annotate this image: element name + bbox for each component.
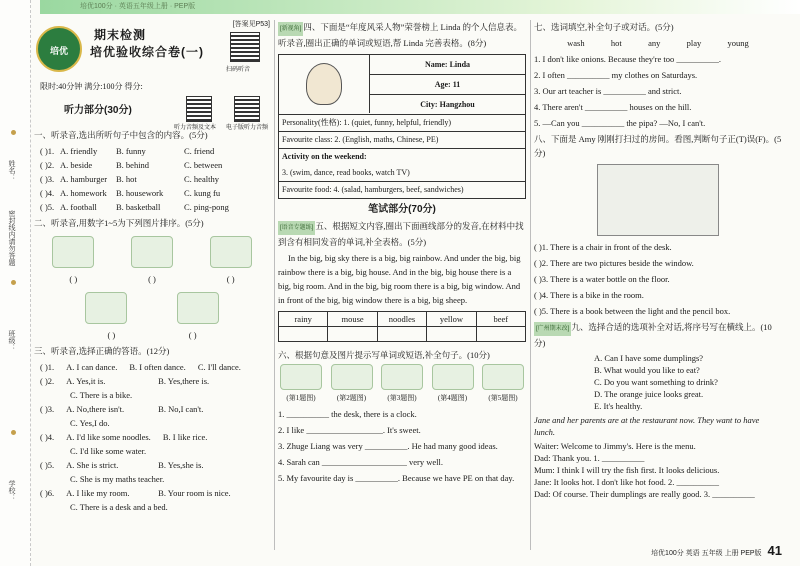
exam-header bbox=[34, 18, 270, 78]
hint-picture: (第2题图) bbox=[329, 364, 375, 405]
zhuge-liang-icon bbox=[381, 364, 423, 390]
question-6-title: 六、根据句意及图片提示写单词或短语,补全句子。(10分) bbox=[278, 350, 490, 360]
profile-name: Name: Linda bbox=[370, 55, 525, 75]
hint-picture: (第1题图) bbox=[278, 364, 324, 405]
option-row: ( )5. A. football B. basketball C. ping-pong bbox=[40, 202, 229, 212]
dialog-intro: Jane and her parents are at the restaurant now. They want to have lunch. bbox=[534, 415, 760, 437]
fill-item[interactable]: 4. There aren't __________ houses on the hill. bbox=[534, 102, 692, 112]
binding-hole bbox=[11, 280, 16, 285]
question-7-title: 七、选词填空,补全句子或对话。(5分) bbox=[534, 22, 674, 32]
garden-picture-icon bbox=[85, 292, 127, 324]
profile-row[interactable]: Favourite food: 4. (salad, hamburgers, beef, sandwiches) bbox=[282, 185, 464, 194]
listening-header bbox=[34, 96, 270, 131]
column-left bbox=[34, 18, 270, 514]
answer-parens: ( ) ( ) bbox=[107, 330, 197, 340]
answer-row: ( )5. A. She is strict. B. Yes,she is. bbox=[40, 460, 204, 470]
binding-note: 密封线内请勿答题 bbox=[8, 210, 15, 266]
table-col: beef bbox=[477, 312, 525, 341]
qr-code-icon[interactable] bbox=[230, 32, 260, 62]
mountain-picture-icon bbox=[131, 236, 173, 268]
dialog bbox=[534, 440, 782, 500]
question-5-title: [语音专题练] 五、根据短文内容,圈出下面画线部分的发音,在材料中找到含有相同发音的单词,补全表格。(5分) bbox=[278, 221, 524, 247]
option-row: ( )2. A. beside B. behind C. between bbox=[40, 160, 223, 170]
profile-row: Activity on the weekend: bbox=[282, 152, 367, 161]
dialog-line[interactable]: Dad: Of course. Their dumplings are really good. 3. __________ bbox=[534, 489, 755, 499]
binding-hole bbox=[11, 430, 16, 435]
binding-hole bbox=[11, 130, 16, 135]
tf-item[interactable]: ( )2. There are two pictures beside the window. bbox=[534, 258, 694, 268]
qr-code-icon[interactable] bbox=[234, 96, 260, 122]
column-divider bbox=[530, 20, 531, 550]
tf-item[interactable]: ( )4. There is a bike in the room. bbox=[534, 290, 644, 300]
girl-icon bbox=[432, 364, 474, 390]
table-col: rainy bbox=[279, 312, 328, 341]
option-list: A. Can I have some dumplings? B. What would you like to eat? C. Do you want something to drink? D. The orange juice looks great. E. It's healthy. bbox=[594, 353, 718, 411]
hint-picture: (第4题图) bbox=[430, 364, 476, 405]
calendar-icon bbox=[482, 364, 524, 390]
dialog-line[interactable]: Jane: It looks hot. I don't like hot food. 2. __________ bbox=[534, 477, 719, 487]
qr-caption: 扫码听音 bbox=[226, 67, 251, 73]
bridge-picture-icon bbox=[52, 236, 94, 268]
tf-item[interactable]: ( )1. There is a chair in front of the desk. bbox=[534, 242, 672, 252]
question-3-title: 三、听录音,选择正确的答语。(12分) bbox=[34, 346, 170, 356]
kung-fu-picture-icon bbox=[177, 292, 219, 324]
profile-city: City: Hangzhou bbox=[420, 100, 475, 109]
exam-title: 期末检测 bbox=[94, 28, 147, 42]
question-tag: [语音专题练] bbox=[278, 221, 315, 235]
question-8-title: 八、下面是 Amy 刚刚打扫过的房间。看图,判断句子正(T)误(F)。(5分) bbox=[534, 134, 782, 158]
question-4-title: [新视角] 四、下面是“年度风采人物”荣誉榜上 Linda 的个人信息表。听录音,圈出正确的单词或短语,帮 Linda 完善表格。(8分) bbox=[278, 22, 522, 48]
fill-item[interactable]: 5. —Can you __________ the pipa? —No, I can't. bbox=[534, 118, 706, 128]
word-bank: wash hot any play young bbox=[567, 38, 749, 48]
listening-section-title: 听力部分(30分) bbox=[64, 105, 132, 116]
fill-item[interactable]: 1. __________ the desk, there is a clock. bbox=[278, 409, 417, 419]
option-row: ( )1. A. friendly B. funny C. friend bbox=[40, 146, 215, 156]
fill-item[interactable]: 3. Zhuge Liang was very __________. He had many good ideas. bbox=[278, 441, 498, 451]
tf-item[interactable]: ( )3. There is a water bottle on the floor. bbox=[534, 274, 670, 284]
option-row: ( )4. A. homework B. housework C. kung fu bbox=[40, 188, 221, 198]
answer-reference: [答案见P53] bbox=[232, 21, 270, 28]
column-divider bbox=[274, 20, 275, 550]
profile-basic-info bbox=[370, 55, 525, 114]
profile-row[interactable]: 3. (swim, dance, read books, watch TV) bbox=[279, 165, 525, 182]
answer-row: ( )1. A. I can dance. B. I often dance. C. I'll dance. bbox=[40, 362, 241, 372]
table-col: noodles bbox=[378, 312, 427, 341]
binding-margin bbox=[0, 0, 31, 566]
profile-row[interactable]: Personality(性格): 1. (quiet, funny, helpful, friendly) bbox=[279, 115, 525, 132]
dialog-line[interactable]: Dad: Thank you. 1. __________ bbox=[534, 453, 645, 463]
question-1-title: 一、听录音,选出所听句子中包含的内容。(5分) bbox=[34, 130, 208, 140]
farm-picture-icon bbox=[210, 236, 252, 268]
page-number: 41 bbox=[767, 543, 782, 558]
answer-row: ( )3. A. No,there isn't. B. No,I can't. bbox=[40, 404, 204, 414]
brand-logo: 培优 bbox=[36, 26, 82, 72]
exam-meta: 限时:40分钟 满分:100分 得分: bbox=[40, 82, 143, 91]
profile-age: Age: 11 bbox=[370, 75, 525, 95]
answer-row: ( )4. A. I'd like some noodles. B. I like rice. bbox=[40, 432, 208, 442]
dialog-line: Mum: I think I will try the fish first. It looks delicious. bbox=[534, 465, 720, 475]
answer-row: ( )2. A. Yes,it is. B. Yes,there is. bbox=[40, 376, 210, 386]
picture-row bbox=[34, 290, 270, 324]
top-banner: 培优100分 · 英语五年级上册 · PEP版 bbox=[40, 0, 800, 14]
binding-name: 姓名： bbox=[8, 160, 15, 181]
question-1-options bbox=[34, 144, 270, 214]
answer-row: ( )6. A. I like my room. B. Your room is nice. bbox=[40, 488, 231, 498]
answer-parens: ( ) ( ) ( ) bbox=[69, 274, 235, 284]
fill-item[interactable]: 4. Sarah can ____________________ very well. bbox=[278, 457, 444, 467]
room-picture-icon bbox=[597, 164, 719, 236]
tf-item[interactable]: ( )5. There is a book between the light and the pencil box. bbox=[534, 306, 731, 316]
hint-picture: (第5题图) bbox=[480, 364, 526, 405]
reading-passage: In the big, big sky there is a big, big rainbow. And under the big, big rainbow there is a big, big house. And in the big, big house there is a big, big room. And in the big, big room there is a big, big window. And in front of the big, big window there is a big, big sheep. bbox=[278, 253, 521, 305]
fill-item[interactable]: 5. My favourite day is __________. Because we have PE on that day. bbox=[278, 473, 515, 483]
fill-item[interactable]: 2. I often __________ my clothes on Saturdays. bbox=[534, 70, 698, 80]
question-tag: [新视角] bbox=[278, 22, 303, 36]
binding-class: 班级： bbox=[8, 330, 15, 351]
exam-subtitle: 培优验收综合卷(一) bbox=[90, 45, 204, 59]
qr-caption: 电子版听力音频 bbox=[226, 125, 269, 131]
hint-pictures bbox=[278, 364, 526, 405]
question-tag: [广州期末改] bbox=[534, 322, 571, 336]
page-footer: 培优100分 英语 五年级 上册 PEP版 41 bbox=[651, 543, 782, 558]
fill-item[interactable]: 2. I like __________________. It's sweet. bbox=[278, 425, 421, 435]
fill-item[interactable]: 1. I don't like onions. Because they're too __________. bbox=[534, 54, 721, 64]
phonics-table bbox=[278, 311, 526, 342]
linda-portrait-icon bbox=[279, 55, 370, 113]
ice-cream-icon bbox=[331, 364, 373, 390]
clock-desk-icon bbox=[280, 364, 322, 390]
fill-item[interactable]: 3. Our art teacher is __________ and strict. bbox=[534, 86, 682, 96]
profile-header bbox=[279, 55, 525, 115]
column-right bbox=[534, 18, 782, 500]
table-col: mouse bbox=[328, 312, 377, 341]
picture-row bbox=[34, 234, 270, 268]
question-2-title: 二、听录音,用数字1~5为下列图片排序。(5分) bbox=[34, 218, 204, 228]
question-3-items: ( )1. A. I can dance. B. I often dance. C. I'll dance. ( )2. A. Yes,it is. B. Yes,there is. C. There is a bike. ( )3. A. No,there isn't. B. No,I can't. C. Yes,I do. ( )4. A. I'd like some noodles. B. I like rice. C. I'd like some water. ( )5. A. She is strict. B. Yes,she is. C. She is my maths teacher. ( )6. A. I like my room. B. Your room is nice. C. There is a desk and a bed. bbox=[34, 360, 270, 514]
table-col: yellow bbox=[427, 312, 476, 341]
qr-code-icon[interactable] bbox=[186, 96, 212, 122]
qr-caption: 听力音频及文本 bbox=[174, 125, 217, 131]
question-9-title: [广州期末改] 九、选择合适的选项补全对话,将序号写在横线上。(10分) bbox=[534, 322, 772, 348]
writing-section-title: 笔试部分(70分) bbox=[368, 204, 436, 215]
profile-row[interactable]: Favourite class: 2. (English, maths, Chinese, PE) bbox=[279, 132, 525, 149]
hint-picture: (第3题图) bbox=[379, 364, 425, 405]
dialog-line: Waiter: Welcome to Jimmy's. Here is the menu. bbox=[534, 441, 696, 451]
option-row: ( )3. A. hamburger B. hot C. healthy bbox=[40, 174, 219, 184]
binding-school: 学校： bbox=[8, 480, 15, 501]
column-middle bbox=[278, 18, 526, 487]
profile-table bbox=[278, 54, 526, 199]
